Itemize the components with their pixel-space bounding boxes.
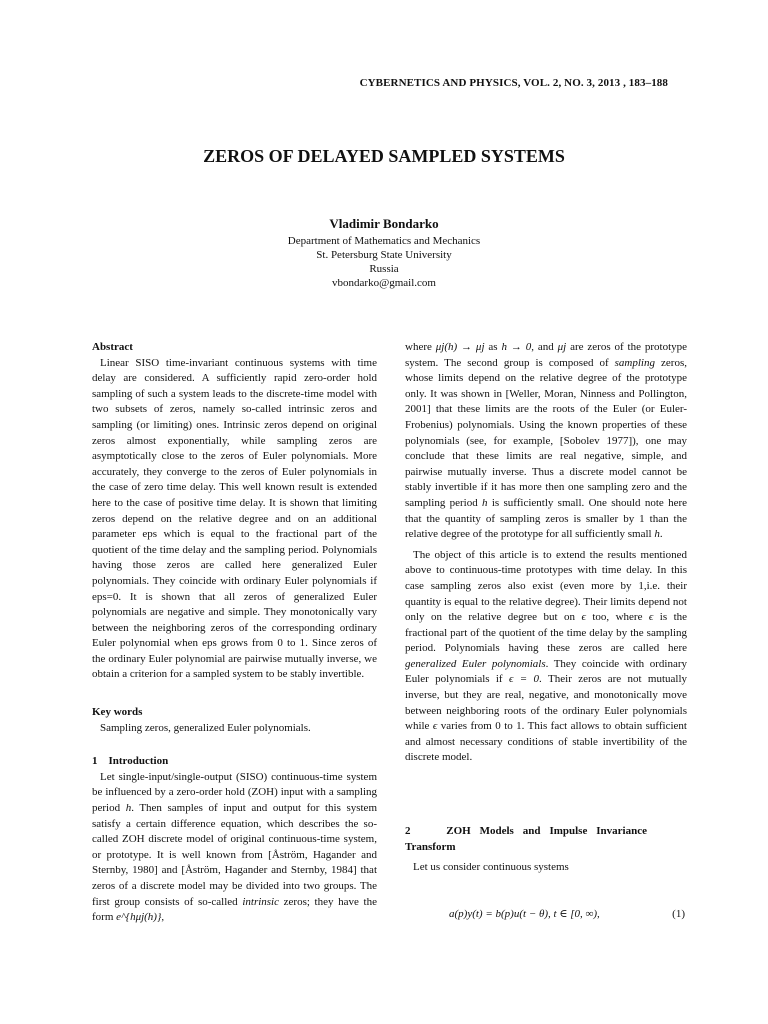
equation-1-body: a(p)y(t) = b(p)u(t − θ), t ∈ [0, ∞),	[449, 907, 600, 920]
equation-1-number: (1)	[672, 907, 685, 920]
author-country: Russia	[369, 263, 399, 275]
author-email: vbondarko@gmail.com	[332, 277, 436, 289]
intrinsic-zero-formula: e^{hμj(h)}	[116, 911, 162, 924]
equation-1	[405, 907, 687, 923]
intro-heading: 1 Introduction	[92, 755, 169, 768]
section-2-heading: 2 ZOH Models and Impulse Invariance Transform	[405, 825, 650, 853]
author-block	[0, 216, 768, 290]
journal-header: CYBERNETICS AND PHYSICS, VOL. 2, NO. 3, 2013 , 183–188	[359, 77, 668, 89]
paper-title: ZEROS OF DELAYED SAMPLED SYSTEMS	[203, 146, 565, 166]
keywords-heading: Key words	[92, 706, 143, 719]
right-column	[405, 340, 687, 922]
abstract-text: Linear SISO time-invariant continuous systems with time delay are considered. A sufficiently rapid zero-order hold sampling of such a system leads to the discrete-time model with two subsets of zeros, namely so-called intrinsic zeros and sampling (or limiting) ones. Intrinsic zeros depend on original zeros almost exponentially, while sampling zeros are asymptotically close to the zeros of Euler polynomials. More accurately, they converge to the zeros of Euler polynomials in the case of zero time delay. This well known result is extended here to the case of positive time delay. It is shown that limiting zeros depend on the relative degree and on an additional parameter eps which is equal to the fractional part of the quotient of the time delay and the sampling period. Polynomials having those zeros are called here generalized Euler polynomials. They coincide with ordinary Euler polynomials if eps=0. It is shown that all zeros of generalized Euler polynomials are negative and simple. They monotonically vary between the neighboring zeros of the corresponding ordinary Euler polynomial when eps grows from 0 to 1. Since zeros of the ordinary Euler polynomial are pairwise mutually inverse, we obtain a criterion for a sampled system to be stably invertible.	[92, 356, 377, 681]
keywords-text: Sampling zeros, generalized Euler polynomials.	[100, 721, 311, 734]
author-department: Department of Mathematics and Mechanics	[287, 235, 481, 247]
intro-paragraph: Let single-input/single-output (SISO) continuous-time system be influenced by a zero-order hold (ZOH) input with a sampling period h. Then samples of input and output for this system satisfy a certain difference equation, which describes the so-called ZOH discrete model of original continuous-time system, or prototype. It is well known from [Åström, Hagander and Sternby, 1980] and [Åström, Hagander and Sternby, 1984] that zeros of a discrete model may be divided into two groups. The first group consists of so-called intrinsic zeros; they have the form e^{hμj(h)},	[92, 770, 377, 924]
left-column	[92, 340, 377, 926]
abstract-heading: Abstract	[92, 341, 133, 353]
intro-paragraph-continued: where μj(h) → μj as h → 0, and μj are zeros of the prototype system. The second group is composed of sampling zeros, whose limits depend on the relative degree of the prototype only. It was shown in [Weller, Moran, Ninness and Pollington, 2001] that these limits are the roots of the Euler (or Euler-Frobenius) polynomials. Using the known properties of these polynomials (see, for example, [Sobolev 1977]), one may conclude that these limits are real negative, simple, and pairwise mutually inverse. Thus a discrete model cannot be stably invertible if it has more then one sampling zero and the sampling period h is sufficiently small. One should note here that the quantity of sampling zeros is smaller by 1 than the relative degree of the prototype for all sufficiently small h.	[405, 341, 688, 541]
author-university: St. Petersburg State University	[316, 249, 452, 261]
intro-paragraph-objective: The object of this article is to extend the results mentioned above to continuous-time prototypes with time delay. In this case sampling zeros also exist (even more by 1,i.e. their quantity is equal to the relative degree). Their limits depend not only on the relative degree but on ϵ too, where ϵ is the fractional part of the quotient of the time delay by the sampling period. Polynomials having these zeros are called here generalized Euler polynomials. They coincide with ordinary Euler polynomials if ϵ = 0. Their zeros are not mutually inverse, but they are real, negative, and monotonically move between neighboring roots of the ordinary Euler polynomials while ϵ varies from 0 to 1. This fact allows to obtain sufficient and almost necessary conditions of stable invertibility of the discrete model.	[405, 548, 688, 764]
section-2-paragraph: Let us consider continuous systems	[413, 861, 569, 874]
author-name: Vladimir Bondarko	[329, 216, 439, 231]
